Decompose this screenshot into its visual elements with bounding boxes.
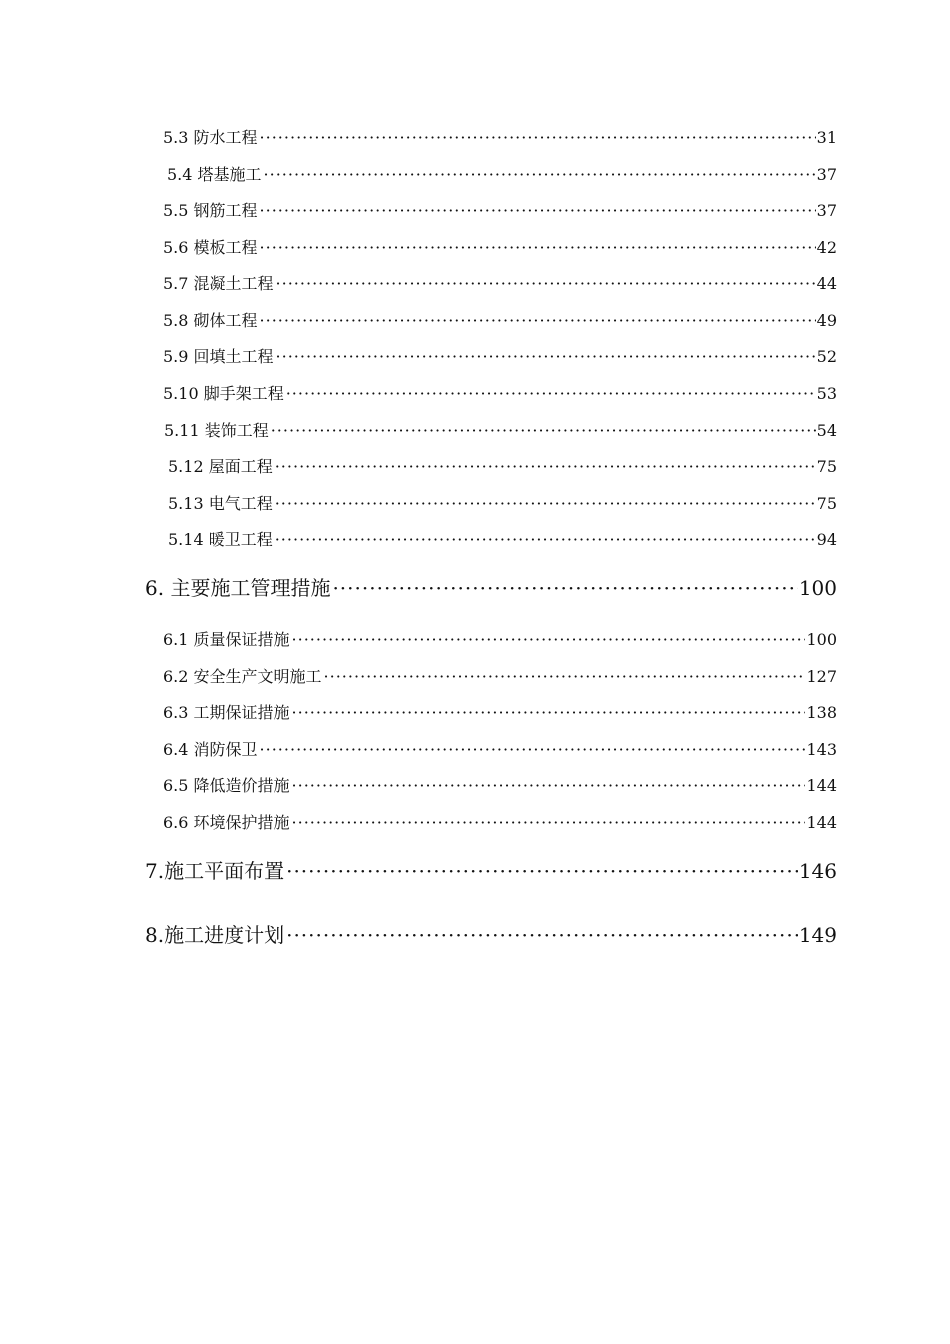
toc-entry-5-3 xyxy=(163,127,837,149)
toc-entry-5-14 xyxy=(168,529,837,551)
dot-leader xyxy=(286,383,816,405)
toc-entry-page: 100 xyxy=(798,576,837,600)
toc-entry-label: 7.施工平面布置 xyxy=(145,859,285,883)
toc-entry-5-10 xyxy=(163,383,837,405)
toc-entry-label: 6.1 质量保证措施 xyxy=(163,630,290,649)
dot-leader xyxy=(260,310,816,332)
dot-leader xyxy=(286,921,798,949)
toc-entry-label: 5.10 脚手架工程 xyxy=(163,384,284,403)
toc-entry-6-3 xyxy=(163,702,837,724)
toc-entry-label: 6.6 环境保护措施 xyxy=(163,813,290,832)
toc-entry-6-6 xyxy=(163,812,837,834)
toc-entry-label: 5.4 塔基施工 xyxy=(167,165,262,184)
toc-entry-6-4 xyxy=(163,739,837,761)
toc-entry-label: 5.9 回填土工程 xyxy=(163,347,274,366)
toc-entry-6-5 xyxy=(163,775,837,797)
dot-leader xyxy=(292,775,806,797)
toc-entry-6-1 xyxy=(163,629,837,651)
dot-leader xyxy=(271,420,816,442)
toc-entry-6 xyxy=(145,574,837,602)
dot-leader xyxy=(324,666,806,688)
toc-entry-page: 44 xyxy=(816,274,837,293)
toc-entry-label: 5.11 装饰工程 xyxy=(164,421,269,440)
dot-leader xyxy=(286,857,798,885)
dot-leader xyxy=(292,629,806,651)
toc-entry-5-8 xyxy=(163,310,837,332)
dot-leader xyxy=(275,456,816,478)
toc-entry-label: 5.8 砌体工程 xyxy=(163,311,258,330)
dot-leader xyxy=(260,200,816,222)
toc-entry-page: 31 xyxy=(816,128,837,147)
toc-entry-label: 6.3 工期保证措施 xyxy=(163,703,290,722)
toc-entry-page: 42 xyxy=(816,238,837,257)
toc-entry-page: 37 xyxy=(816,165,837,184)
dot-leader xyxy=(292,702,806,724)
toc-entry-label: 5.13 电气工程 xyxy=(168,494,273,513)
toc-entry-page: 100 xyxy=(806,630,837,649)
toc-entry-page: 54 xyxy=(816,421,837,440)
toc-entry-label: 6.2 安全生产文明施工 xyxy=(163,667,322,686)
toc-entry-5-11 xyxy=(164,420,837,442)
toc-entry-5-9 xyxy=(163,346,837,368)
dot-leader xyxy=(292,812,806,834)
toc-entry-page: 144 xyxy=(806,813,837,832)
toc-entry-label: 8.施工进度计划 xyxy=(145,923,285,947)
toc-entry-6-2 xyxy=(163,666,837,688)
toc-entry-8 xyxy=(145,921,837,949)
toc-entry-page: 127 xyxy=(806,667,837,686)
toc-entry-label: 5.5 钢筋工程 xyxy=(163,201,258,220)
toc-entry-label: 6.5 降低造价措施 xyxy=(163,776,290,795)
dot-leader xyxy=(275,529,816,551)
toc-entry-label: 6. 主要施工管理措施 xyxy=(145,576,331,600)
toc-entry-page: 94 xyxy=(816,530,837,549)
toc-entry-page: 75 xyxy=(816,457,837,476)
toc-entry-page: 149 xyxy=(798,923,837,947)
toc-entry-label: 5.12 屋面工程 xyxy=(168,457,273,476)
dot-leader xyxy=(276,273,816,295)
toc-entry-page: 37 xyxy=(816,201,837,220)
toc-entry-page: 49 xyxy=(816,311,837,330)
toc-entry-5-13 xyxy=(168,493,837,515)
toc-entry-page: 138 xyxy=(806,703,837,722)
toc-entry-5-7 xyxy=(163,273,837,295)
toc-entry-page: 75 xyxy=(816,494,837,513)
toc-entry-page: 53 xyxy=(816,384,837,403)
toc-entry-label: 5.3 防水工程 xyxy=(163,128,258,147)
toc-entry-5-5 xyxy=(163,200,837,222)
dot-leader xyxy=(264,164,816,186)
toc-entry-page: 144 xyxy=(806,776,837,795)
dot-leader xyxy=(332,574,797,602)
toc-entry-5-4 xyxy=(167,164,837,186)
toc-entry-page: 143 xyxy=(806,740,837,759)
toc-entry-label: 5.7 混凝土工程 xyxy=(163,274,274,293)
toc-entry-label: 5.6 模板工程 xyxy=(163,238,258,257)
toc-entry-label: 5.14 暖卫工程 xyxy=(168,530,273,549)
dot-leader xyxy=(276,346,816,368)
dot-leader xyxy=(275,493,816,515)
dot-leader xyxy=(260,127,816,149)
toc-entry-label: 6.4 消防保卫 xyxy=(163,740,258,759)
toc-entry-5-6 xyxy=(163,237,837,259)
dot-leader xyxy=(260,237,816,259)
toc-entry-page: 52 xyxy=(816,347,837,366)
dot-leader xyxy=(260,739,806,761)
toc-entry-5-12 xyxy=(168,456,837,478)
toc-entry-7 xyxy=(145,857,837,885)
toc-entry-page: 146 xyxy=(798,859,837,883)
